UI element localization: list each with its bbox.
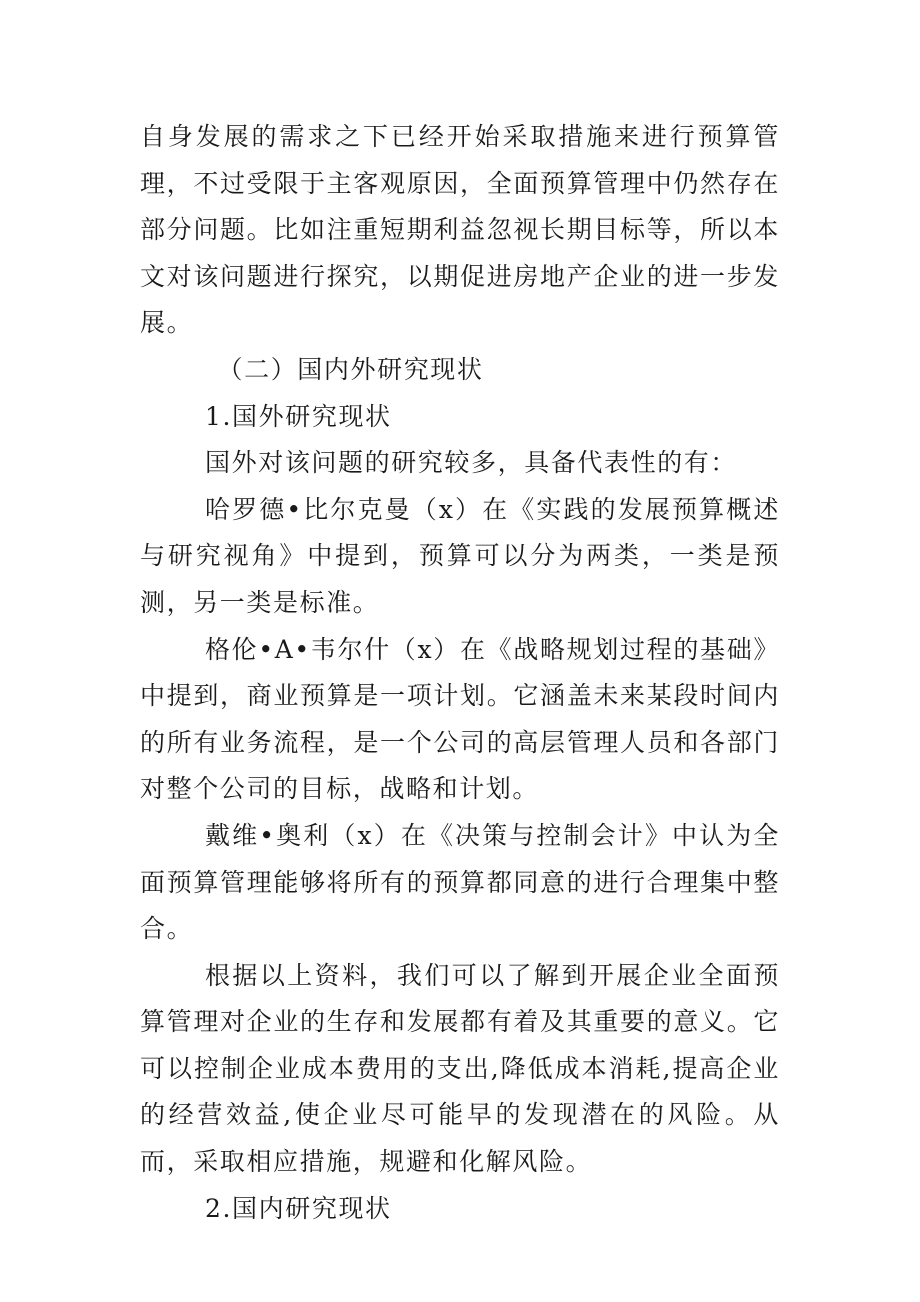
document-body <box>140 114 780 1232</box>
paragraph-birkman: 哈罗德•比尔克曼（x）在《实践的发展预算概述与研究视角》中提到，预算可以分为两类，一类是预测，另一类是标准。 <box>140 494 780 617</box>
subsection-heading-domestic-research: 2.国内研究现状 <box>205 1193 392 1223</box>
subsection-heading-foreign-research: 1.国外研究现状 <box>205 401 392 431</box>
paragraph-foreign-intro: 国外对该问题的研究较多，具备代表性的有： <box>205 448 738 478</box>
paragraph-continuation: 自身发展的需求之下已经开始采取措施来进行预算管理，不过受限于主客观原因，全面预算管理中仍然存在部分问题。比如注重短期利益忽视长期目标等，所以本文对该问题进行探究，以期促进房地产企业的进一步发展。 <box>140 122 780 338</box>
paragraph-welsch: 格伦•A•韦尔什（x）在《战略规划过程的基础》中提到，商业预算是一项计划。它涵盖未来某段时间内的所有业务流程，是一个公司的高层管理人员和各部门对整个公司的目标，战略和计划。 <box>140 634 780 804</box>
paragraph-summary: 根据以上资料，我们可以了解到开展企业全面预算管理对企业的生存和发展都有着及其重要的意义。它可以控制企业成本费用的支出,降低成本消耗,提高企业的经营效益,使企业尽可能早的发现潜在的风险。从而，采取相应措施，规避和化解风险。 <box>140 960 780 1177</box>
paragraph-otley: 戴维•奥利（x）在《决策与控制会计》中认为全面预算管理能够将所有的预算都同意的进行合理集中整合。 <box>140 820 780 944</box>
section-heading-research-status: （二）国内外研究现状 <box>217 354 484 384</box>
